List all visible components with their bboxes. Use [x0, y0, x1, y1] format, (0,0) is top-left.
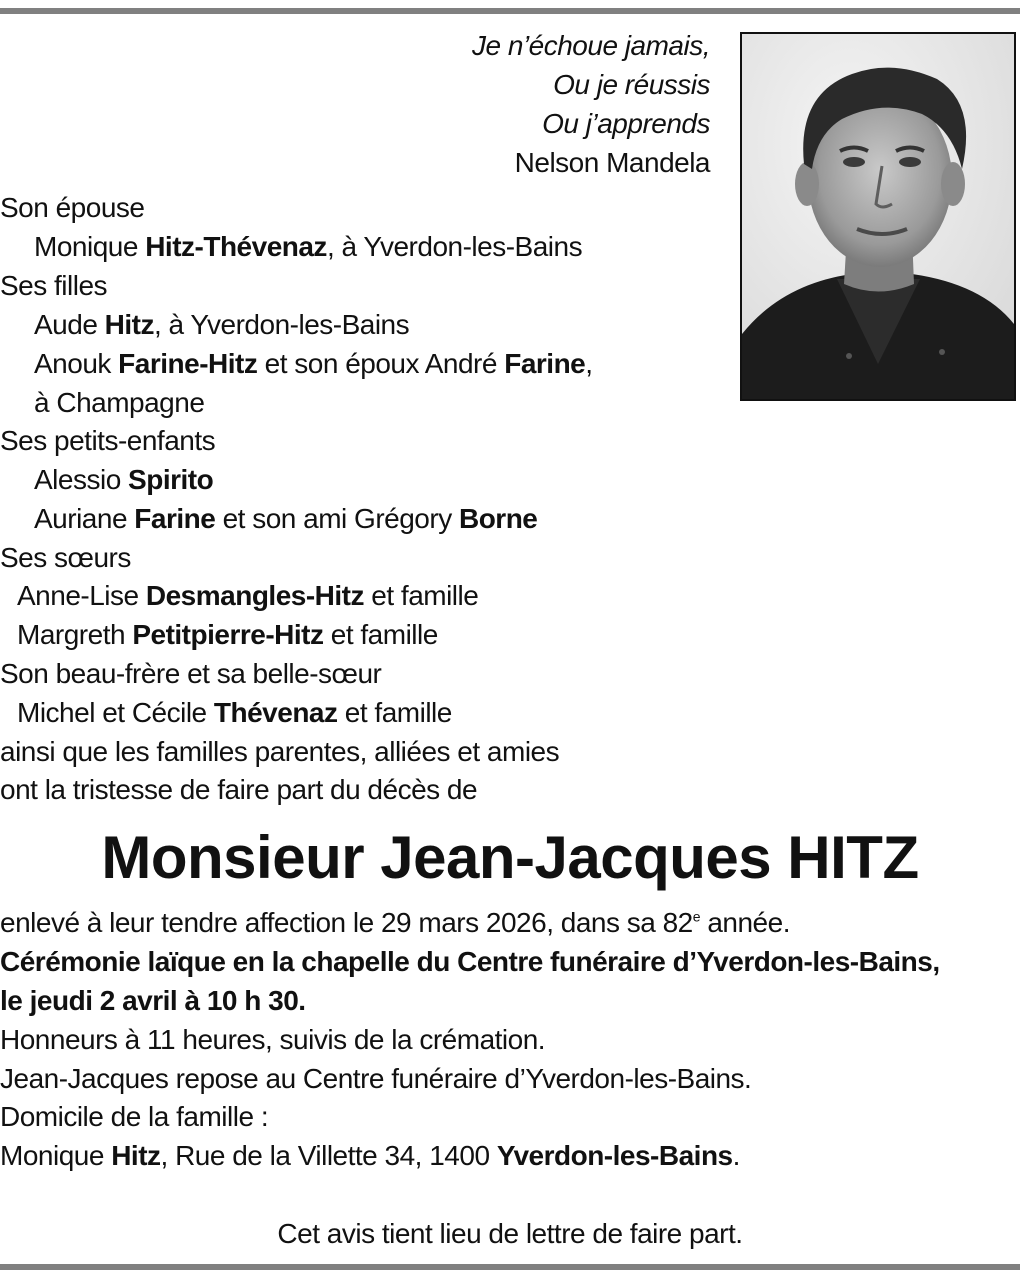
daughter-2-line: Anouk Farine-Hitz et son époux André Farine, [34, 348, 593, 379]
spouse-line: Monique Hitz-Thévenaz, à Yverdon-les-Bains [34, 231, 583, 262]
footer-note: Cet avis tient lieu de lettre de faire part. [277, 1218, 743, 1249]
portrait-photo [740, 32, 1016, 401]
spouse-heading: Son épouse [0, 192, 145, 223]
sister-1-line: Anne-Lise Desmangles-Hitz et famille [17, 580, 479, 611]
quote-line-3: Ou j’apprends [542, 108, 710, 139]
sister-2-line: Margreth Petitpierre-Hitz et famille [17, 619, 438, 650]
grandchild-1-line: Alessio Spirito [34, 464, 214, 495]
daughters-heading: Ses filles [0, 270, 108, 301]
grandchildren-heading: Ses petits-enfants [0, 425, 216, 456]
bottom-rule [0, 1264, 1020, 1270]
rests-line: Jean-Jacques repose au Centre funéraire d’Yverdon-les-Bains. [0, 1063, 752, 1094]
inlaws-line: Michel et Cécile Thévenaz et famille [17, 697, 452, 728]
daughter-2-place: à Champagne [34, 387, 205, 418]
daughter-1-line: Aude Hitz, à Yverdon-les-Bains [34, 309, 410, 340]
honours-line: Honneurs à 11 heures, suivis de la crémation. [0, 1024, 546, 1055]
inlaws-heading: Son beau-frère et sa belle-sœur [0, 658, 382, 689]
deceased-name: Monsieur Jean-Jacques HITZ [101, 824, 919, 891]
quote-line-2: Ou je réussis [553, 69, 710, 100]
domicile-label: Domicile de la famille : [0, 1101, 269, 1132]
ceremony-line-2: le jeudi 2 avril à 10 h 30. [0, 985, 306, 1016]
death-line: enlevé à leur tendre affection le 29 mars 2026, dans sa 82e année. [0, 907, 790, 938]
sisters-heading: Ses sœurs [0, 542, 131, 573]
announce-line: ont la tristesse de faire part du décès de [0, 774, 478, 805]
quote-line-1: Je n’échoue jamais, [472, 30, 710, 61]
address-line: Monique Hitz, Rue de la Villette 34, 1400 Yverdon-les-Bains. [0, 1140, 740, 1171]
ceremony-line-1: Cérémonie laïque en la chapelle du Centre funéraire d’Yverdon-les-Bains, [0, 946, 940, 977]
grandchild-2-line: Auriane Farine et son ami Grégory Borne [34, 503, 538, 534]
quote-author: Nelson Mandela [514, 147, 710, 178]
top-rule [0, 8, 1020, 14]
others-line: ainsi que les familles parentes, alliées et amies [0, 736, 560, 767]
